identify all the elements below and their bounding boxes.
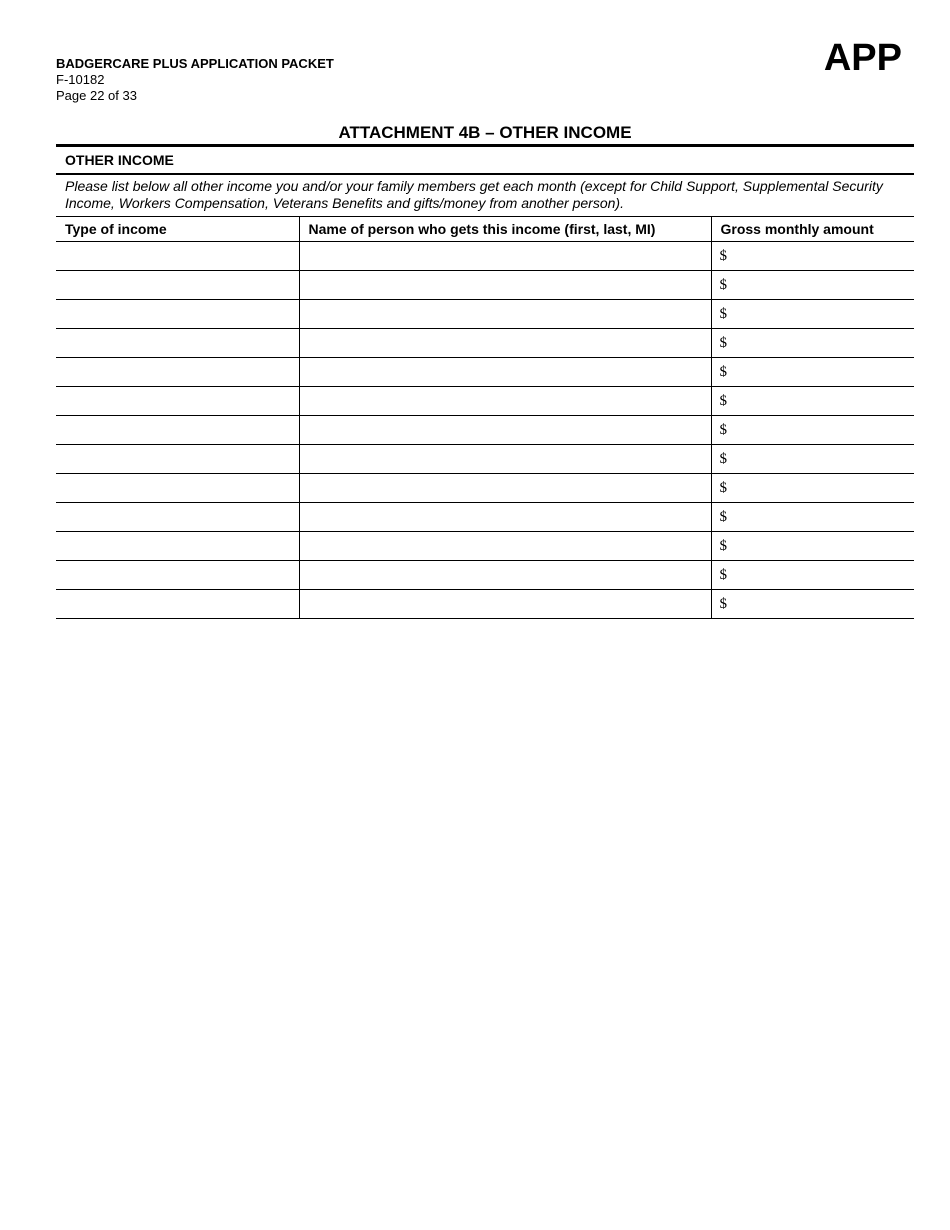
section-instructions: Please list below all other income you and/or your family members get each month (except for Child Support, Supplemental Security Income, Workers Compensation, Veterans Benefits and gifts/money from another person). [56, 175, 914, 217]
person-name-field[interactable] [299, 300, 711, 329]
person-name-field[interactable] [299, 532, 711, 561]
page-number: Page 22 of 33 [56, 88, 137, 103]
income-type-field[interactable] [56, 445, 299, 474]
other-income-form [56, 144, 914, 619]
table-row [56, 561, 914, 590]
packet-title: BADGERCARE PLUS APPLICATION PACKET [56, 56, 334, 71]
section-label: OTHER INCOME [56, 147, 914, 175]
currency-symbol: $ [719, 450, 727, 467]
column-header-type: Type of income [56, 217, 299, 242]
gross-amount-field[interactable] [711, 387, 914, 416]
table-row [56, 271, 914, 300]
person-name-field[interactable] [299, 590, 711, 619]
table-row [56, 387, 914, 416]
income-type-field[interactable] [56, 561, 299, 590]
income-type-field[interactable] [56, 532, 299, 561]
person-name-field[interactable] [299, 416, 711, 445]
income-type-field[interactable] [56, 503, 299, 532]
column-header-amount: Gross monthly amount [711, 217, 914, 242]
table-row [56, 358, 914, 387]
table-row [56, 329, 914, 358]
gross-amount-field[interactable] [711, 271, 914, 300]
person-name-field[interactable] [299, 474, 711, 503]
table-row [56, 590, 914, 619]
person-name-field[interactable] [299, 503, 711, 532]
income-type-field[interactable] [56, 271, 299, 300]
person-name-field[interactable] [299, 387, 711, 416]
document-header [56, 56, 334, 104]
table-row [56, 474, 914, 503]
person-name-field[interactable] [299, 445, 711, 474]
currency-symbol: $ [719, 247, 727, 264]
income-type-field[interactable] [56, 474, 299, 503]
currency-symbol: $ [719, 566, 727, 583]
income-type-field[interactable] [56, 242, 299, 271]
income-type-field[interactable] [56, 416, 299, 445]
table-header-row [56, 217, 914, 242]
currency-symbol: $ [719, 392, 727, 409]
gross-amount-field[interactable] [711, 358, 914, 387]
currency-symbol: $ [719, 595, 727, 612]
column-header-name: Name of person who gets this income (first, last, MI) [299, 217, 711, 242]
income-type-field[interactable] [56, 300, 299, 329]
income-type-field[interactable] [56, 590, 299, 619]
gross-amount-field[interactable] [711, 242, 914, 271]
currency-symbol: $ [719, 537, 727, 554]
gross-amount-field[interactable] [711, 561, 914, 590]
table-row [56, 242, 914, 271]
app-mark: APP [823, 37, 902, 79]
gross-amount-field[interactable] [711, 474, 914, 503]
gross-amount-field[interactable] [711, 329, 914, 358]
gross-amount-field[interactable] [711, 503, 914, 532]
table-row [56, 532, 914, 561]
income-type-field[interactable] [56, 329, 299, 358]
gross-amount-field[interactable] [711, 416, 914, 445]
currency-symbol: $ [719, 508, 727, 525]
gross-amount-field[interactable] [711, 445, 914, 474]
currency-symbol: $ [719, 363, 727, 380]
currency-symbol: $ [719, 276, 727, 293]
table-row [56, 445, 914, 474]
income-type-field[interactable] [56, 387, 299, 416]
currency-symbol: $ [719, 305, 727, 322]
form-number: F-10182 [56, 72, 105, 87]
gross-amount-field[interactable] [711, 300, 914, 329]
table-row [56, 300, 914, 329]
currency-symbol: $ [719, 334, 727, 351]
income-rows [56, 242, 914, 619]
gross-amount-field[interactable] [711, 532, 914, 561]
income-type-field[interactable] [56, 358, 299, 387]
income-table [56, 217, 914, 619]
person-name-field[interactable] [299, 329, 711, 358]
currency-symbol: $ [719, 479, 727, 496]
person-name-field[interactable] [299, 358, 711, 387]
attachment-title: ATTACHMENT 4B – OTHER INCOME [338, 123, 632, 142]
table-row [56, 503, 914, 532]
person-name-field[interactable] [299, 561, 711, 590]
currency-symbol: $ [719, 421, 727, 438]
person-name-field[interactable] [299, 271, 711, 300]
table-row [56, 416, 914, 445]
person-name-field[interactable] [299, 242, 711, 271]
gross-amount-field[interactable] [711, 590, 914, 619]
